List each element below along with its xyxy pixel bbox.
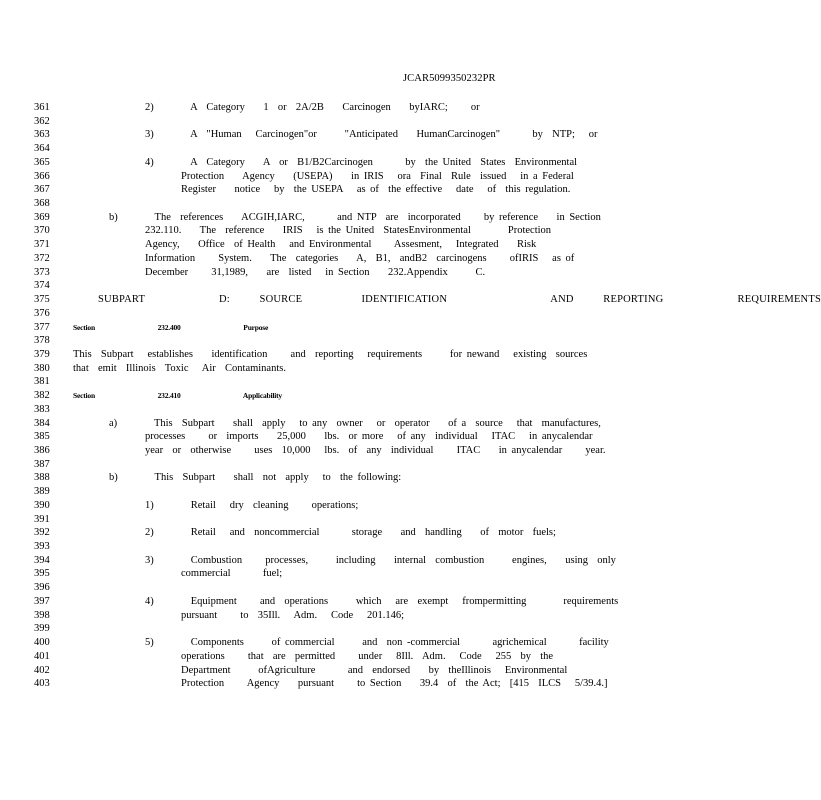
document-line — [0, 321, 618, 335]
line-number: 375 — [34, 294, 50, 306]
line-number: 400 — [34, 637, 50, 649]
line-number: 379 — [34, 348, 50, 360]
document-line — [0, 252, 618, 266]
line-number: 397 — [34, 595, 50, 607]
document-line — [0, 293, 821, 307]
document-line — [0, 238, 618, 252]
document-line — [0, 485, 618, 499]
line-number: 380 — [34, 362, 50, 374]
document-line — [0, 211, 618, 225]
document-line — [0, 183, 618, 197]
document-line — [0, 362, 618, 376]
line-text: pursuant to 35Ill. Adm. Code 201.146; — [181, 609, 405, 621]
line-number: 394 — [34, 554, 50, 566]
line-text: a) This Subpart shall apply to any owner or operator of a source that manufactures, — [109, 417, 601, 429]
line-number: 366 — [34, 170, 50, 182]
line-text: that emit Illinois Toxic Air Contaminants. — [73, 362, 286, 374]
line-number: 363 — [34, 129, 50, 141]
line-number: 368 — [34, 198, 50, 210]
document-line — [0, 650, 618, 664]
document-line — [0, 142, 618, 156]
line-number: 376 — [34, 307, 50, 319]
line-number: 385 — [34, 431, 50, 443]
document-line — [0, 581, 618, 595]
line-number: 372 — [34, 252, 50, 264]
line-text: b) This Subpart shall not apply to the following: — [109, 472, 402, 484]
line-text: 4) Equipment and operations which are exempt frompermitting requirements — [145, 595, 619, 607]
document-line — [0, 540, 618, 554]
document-line — [0, 622, 618, 636]
document-line — [0, 567, 618, 581]
line-text: December 31,1989, are listed in Section 232.Appendix C. — [145, 266, 486, 278]
subpart-title: SUBPART D: SOURCE IDENTIFICATION AND REPORTING REQUIREMENTS — [98, 294, 821, 306]
line-number: 393 — [34, 541, 50, 553]
line-number: 388 — [34, 472, 50, 484]
line-number: 403 — [34, 678, 50, 690]
line-number: 384 — [34, 417, 50, 429]
document-line — [0, 101, 618, 115]
line-text: b) The references ACGIH,IARC, and NTP are incorporated by reference in Section — [109, 211, 601, 223]
document-line — [0, 677, 618, 691]
document-line — [0, 499, 618, 513]
line-number: 399 — [34, 623, 50, 635]
line-number: 396 — [34, 582, 50, 594]
line-number: 381 — [34, 376, 50, 388]
line-number: 369 — [34, 211, 50, 223]
section-heading: Section 232.400 Purpose — [73, 322, 269, 332]
document-line — [0, 526, 618, 540]
line-text: 2) Retail and noncommercial storage and handling of motor fuels; — [145, 527, 556, 539]
line-text: operations that are permitted under 8Ill. Adm. Code 255 by the — [181, 650, 554, 662]
document-line — [0, 279, 618, 293]
document-line — [0, 115, 618, 129]
line-number: 367 — [34, 184, 50, 196]
document-line — [0, 197, 618, 211]
document-line — [0, 375, 618, 389]
line-number: 383 — [34, 403, 50, 415]
line-text: 3) A "Human Carcinogen"or "Anticipated HumanCarcinogen" by NTP; or — [145, 129, 598, 141]
document-line — [0, 609, 618, 623]
line-number: 398 — [34, 609, 50, 621]
document-line — [0, 513, 618, 527]
line-number: 390 — [34, 499, 50, 511]
line-number: 391 — [34, 513, 50, 525]
line-number: 387 — [34, 458, 50, 470]
line-number: 361 — [34, 102, 50, 113]
line-number: 392 — [34, 527, 50, 539]
line-number: 378 — [34, 335, 50, 347]
line-number: 365 — [34, 156, 50, 168]
line-text: 1) Retail dry cleaning operations; — [145, 499, 359, 511]
document-line — [0, 156, 618, 170]
document-line — [0, 471, 618, 485]
section-heading: Section 232.410 Applicability — [73, 391, 282, 401]
line-text: 4) A Category A or B1/B2Carcinogen by the United States Environmental — [145, 156, 578, 168]
document-line — [0, 224, 618, 238]
line-number: 370 — [34, 225, 50, 237]
document-line — [0, 334, 618, 348]
line-text: Register notice by the USEPA as of the effective date of this regulation. — [181, 184, 571, 196]
line-text: year or otherwise uses 10,000 lbs. of any individual ITAC in anycalendar year. — [145, 445, 606, 456]
document-line — [0, 307, 618, 321]
document-line — [0, 128, 618, 142]
document-line — [0, 403, 618, 417]
line-text: 2) A Category 1 or 2A/2B Carcinogen byIARC; or — [145, 102, 480, 113]
line-text: commercial fuel; — [181, 568, 283, 580]
document-line — [0, 170, 618, 184]
document-line — [0, 444, 618, 458]
line-text: Protection Agency (USEPA) in IRIS ora Final Rule issued in a Federal — [181, 170, 574, 182]
document-line — [0, 664, 618, 678]
line-text: 3) Combustion processes, including internal combustion engines, using only — [145, 554, 616, 566]
document-line — [0, 595, 618, 609]
line-text: processes or imports 25,000 lbs. or more of any individual ITAC in anycalendar — [145, 431, 593, 443]
line-number: 395 — [34, 568, 50, 580]
line-text: Department ofAgriculture and endorsed by theIllinois Environmental — [181, 664, 568, 676]
document-line — [0, 417, 618, 431]
document-line — [0, 430, 618, 444]
document-line — [0, 636, 618, 650]
line-text: Agency, Office of Health and Environmental Assesment, Integrated Risk — [145, 239, 537, 251]
line-number: 362 — [34, 115, 50, 127]
line-number: 401 — [34, 650, 50, 662]
line-number: 382 — [34, 390, 50, 402]
line-number: 373 — [34, 266, 50, 278]
line-number: 389 — [34, 486, 50, 498]
document-line — [0, 348, 618, 362]
line-number: 374 — [34, 280, 50, 292]
document-line — [0, 266, 618, 280]
document-id-header: JCAR5099350232PR — [403, 73, 496, 84]
line-text: Protection Agency pursuant to Section 39.4 of the Act; [415 ILCS 5/39.4.] — [181, 678, 608, 690]
line-text: 232.110. The reference IRIS is the United StatesEnvironmental Protection — [145, 225, 552, 237]
line-number: 402 — [34, 664, 50, 676]
document-line — [0, 554, 618, 568]
line-text: Information System. The categories A, B1, andB2 carcinogens ofIRIS as of — [145, 252, 575, 264]
line-text: This Subpart establishes identification and reporting requirements for newand existing sources — [73, 348, 588, 360]
line-number: 377 — [34, 321, 50, 333]
line-number: 386 — [34, 445, 50, 456]
document-line — [0, 458, 618, 472]
document-line — [0, 389, 618, 403]
line-number: 371 — [34, 239, 50, 251]
line-text: 5) Components of commercial and non -commercial agrichemical facility — [145, 637, 609, 649]
line-number: 364 — [34, 143, 50, 155]
